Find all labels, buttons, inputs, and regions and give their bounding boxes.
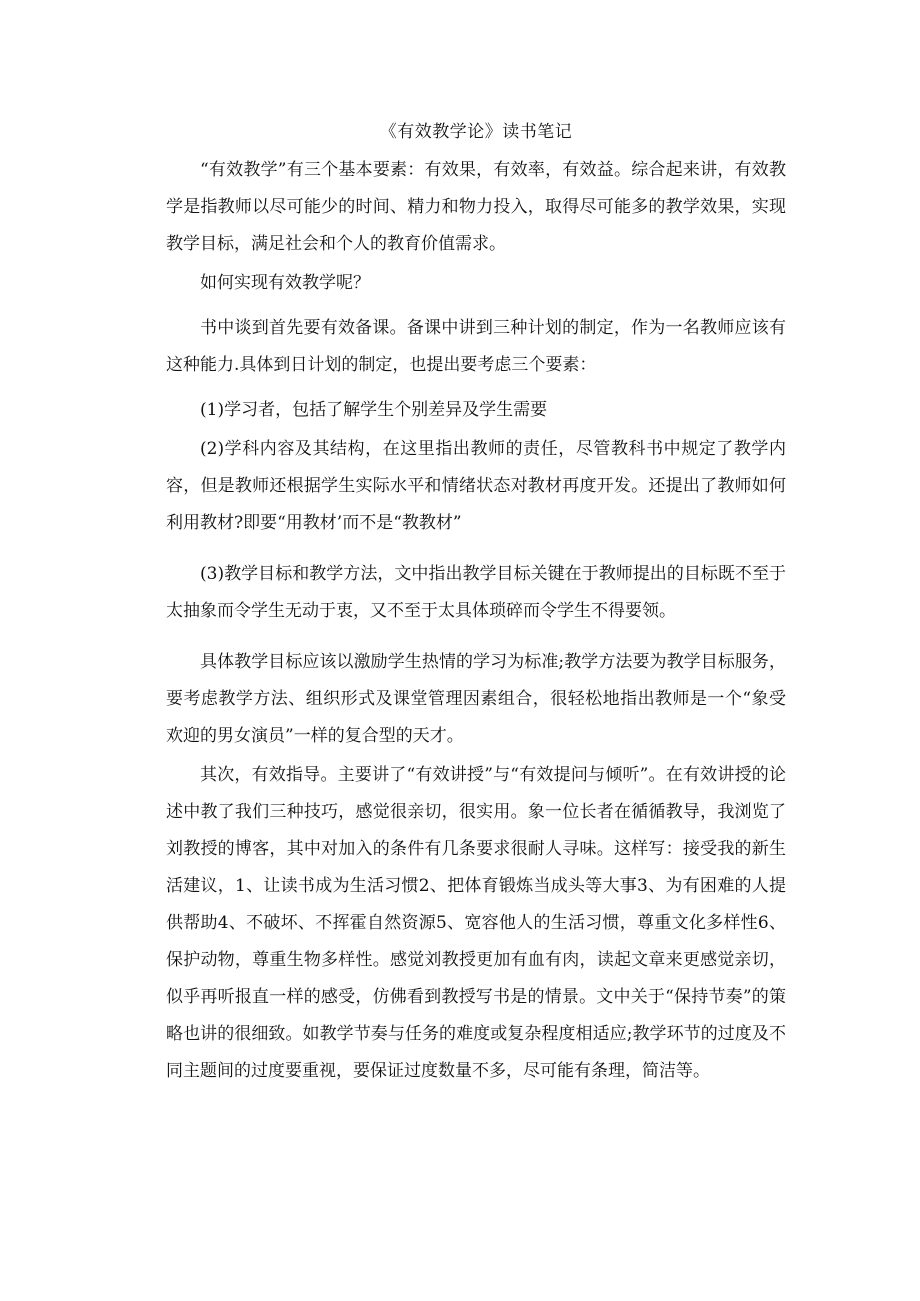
paragraph-point-1: (1)学习者，包括了解学生个别差异及学生需要 — [200, 400, 548, 420]
paragraph-definition: “有效教学”有三个基本要素：有效果，有效率，有效益。综合起来讲，有效教学是指教师以尽可能少的时间、精力和物力投入，取得尽可能多的教学效果，实现教学目标，满足社会和个人的教育价值需求。 — [166, 160, 786, 254]
paragraph-objectives: 具体教学目标应该以激励学生热情的学习为标准;教学方法要为教学目标服务，要考虑教学方法、组织形式及课堂管理因素组合，很轻松地指出教师是一个“象受欢迎的男女演员”一样的复合型的天才。 — [166, 652, 786, 746]
paragraph-lesson-prep: 书中谈到首先要有效备课。备课中讲到三种计划的制定，作为一名教师应该有这种能力.具体到日计划的制定，也提出要考虑三个要素： — [166, 318, 786, 375]
document-body — [166, 118, 786, 1090]
paragraph-point-2: (2)学科内容及其结构，在这里指出教师的责任，尽管教科书中规定了教学内容，但是教师还根据学生实际水平和情绪状态对教材再度开发。还提出了教师如何利用教材?即要“用教材’而不是“教教材” — [166, 439, 786, 533]
document-title: 《有效教学论》读书笔记 — [379, 122, 573, 142]
paragraph-question: 如何实现有效教学呢？ — [200, 273, 370, 293]
paragraph-guidance: 其次，有效指导。主要讲了“有效讲授”与“有效提问与倾听”。在有效讲授的论述中教了我们三种技巧，感觉很亲切，很实用。象一位长者在循循教导，我浏览了刘教授的博客，其中对加入的条件有几条要求很耐人寻味。这样写：接受我的新生活建议，1、让读书成为生活习惯2、把体育锻炼当成头等大事3、为有困难的人提供帮助4、不破坏、不挥霍自然资源5、宽容他人的生活习惯，尊重文化多样性6、保护动物，尊重生物多样性。感觉刘教授更加有血有肉，读起文章来更感觉亲切，似乎再听报直一样的感受，仿佛看到教授写书是的情景。文中关于“保持节奏”的策略也讲的很细致。如教学节奏与任务的难度或复杂程度相适应;教学环节的过度及不同主题间的过度要重视，要保证过度数量不多，尽可能有条理，简洁等。 — [166, 765, 786, 1081]
paragraph-point-3: (3)教学目标和教学方法，文中指出教学目标关键在于教师提出的目标既不至于太抽象而令学生无动于衷，又不至于太具体琐碎而令学生不得要领。 — [166, 564, 786, 621]
